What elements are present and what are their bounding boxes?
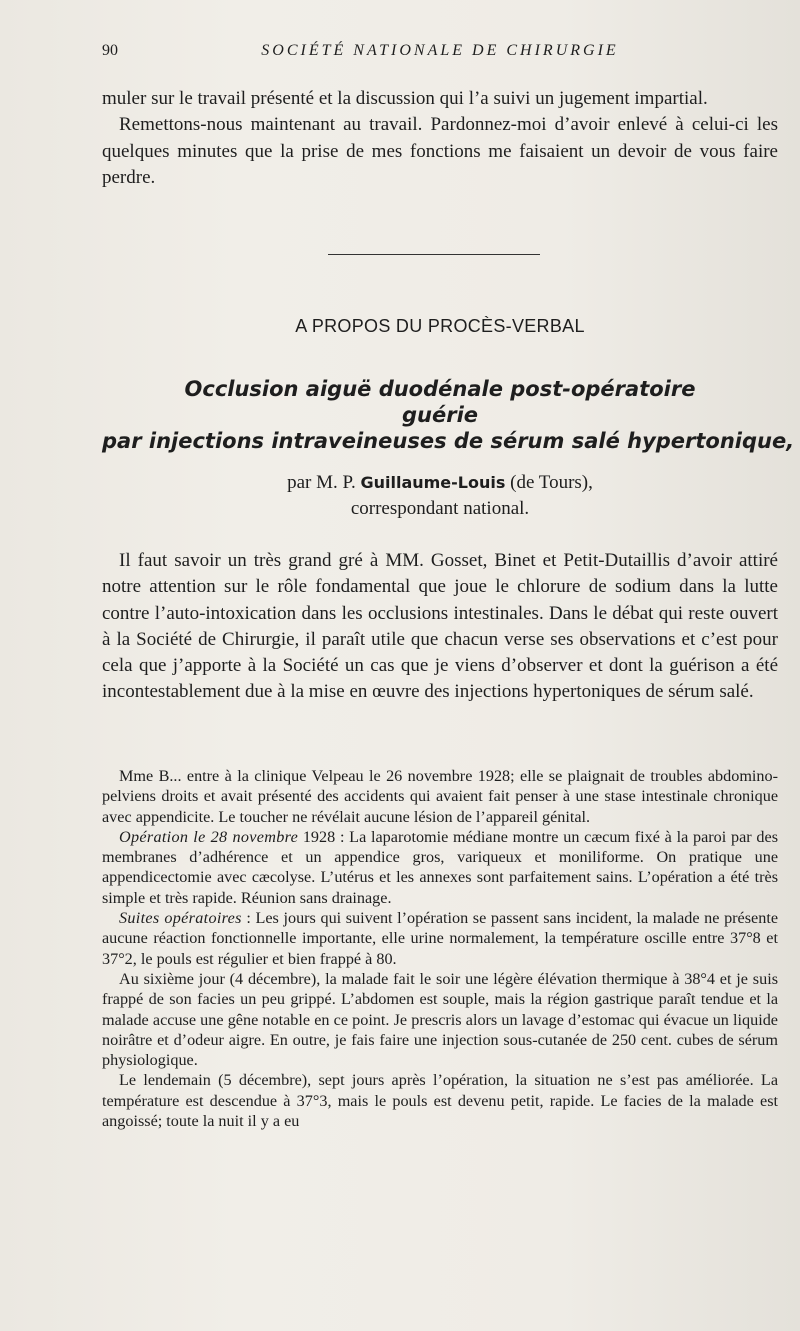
case-report	[102, 766, 778, 1131]
section-divider	[328, 254, 540, 255]
article-title-line-3: par injections intraveineuses de sérum salé hypertonique,	[102, 429, 795, 453]
intro-paragraph-2: Remettons-nous maintenant au travail. Pardonnez-moi d’avoir enlevé à celui-ci les quelques minutes que la prise de mes fonctions me faisaient un devoir de vous faire perdre.	[102, 114, 778, 188]
body-text	[102, 548, 778, 706]
intro-paragraph-1: muler sur le travail présenté et la discussion qui l’a suivi un jugement impartial.	[102, 88, 708, 109]
article-title	[102, 376, 795, 454]
article-title-line-1: Occlusion aiguë duodénale post-opératoire	[184, 377, 696, 401]
body-paragraph-1: Il faut savoir un très grand gré à MM. Gosset, Binet et Petit-Dutaillis d’avoir attiré notre attention sur le rôle fondamental que joue le chlorure de sodium dans la lutte contre l’auto-intoxication dans les occlusions intestinales. Dans le débat qui reste ouvert à la Société de Chirurgie, il paraît utile que chacun verse ses observations et c’est pour cela que j’apporte à la Société un cas que je viens d’observer et dont la guérison a été incontestablement due à la mise en œuvre des injections hypertoniques de sérum salé.	[102, 550, 778, 703]
case-paragraph-1: Mme B... entre à la clinique Velpeau le 26 novembre 1928; elle se plaignait de troubles abdomino-pelviens droits et avait présenté des accidents qui avaient fait penser à une stase intestinale chronique avec appendicite. Le toucher ne révélait aucune lésion de l’appareil génital.	[102, 767, 778, 826]
case-paragraph-sixth-day: Au sixième jour (4 décembre), la malade fait le soir une légère élévation thermique à 38°4 et je suis frappé de son facies un peu grippé. L’abdomen est souple, mais la région gastrique paraît tendue et la malade accuse une gêne notable en ce point. Je prescris alors un lavage d’estomac qui évacue un liquide noirâtre et d’odeur aigre. En outre, je fais faire une injection sous-cutanée de 250 cent. cubes de sérum physiologique.	[102, 969, 778, 1070]
running-title: SOCIÉTÉ NATIONALE DE CHIRURGIE	[261, 42, 619, 59]
section-heading: A PROPOS DU PROCÈS-VERBAL	[295, 316, 585, 336]
byline-affiliation: (de Tours),	[510, 472, 593, 493]
operation-lead: Opération le 28 novembre	[119, 827, 299, 846]
author-name: Guillaume-Louis	[360, 473, 506, 492]
byline	[102, 470, 778, 522]
byline-prefix: par M. P.	[287, 472, 356, 493]
case-patient-title: Mme	[119, 767, 154, 785]
byline-role: correspondant national.	[350, 498, 530, 519]
article-title-line-2: guérie	[401, 403, 479, 427]
page-header	[102, 42, 778, 66]
case-paragraph-operation: Opération le 28 novembre 1928 : La laparotomie médiane montre un cæcum fixé à la paroi par des membranes d’adhérence et un appendice gros, variqueux et moniliforme. On pratique une appendicectomie avec cæcolyse. L’utérus et les annexes sont parfaitement sains. L’opération a été très simple et très rapide. Réunion sans drainage.	[102, 827, 778, 907]
page-number: 90	[102, 42, 118, 59]
case-paragraph-suites: Suites opératoires : Les jours qui suivent l’opération se passent sans incident, la malade ne présente aucune réaction fonctionnelle importante, elle urine normalement, la température oscille entre 37°8 et 37°2, le pouls est régulier et bien frappé à 80.	[102, 909, 778, 968]
case-paragraph-next-day: Le lendemain (5 décembre), sept jours après l’opération, la situation ne s’est pas améliorée. La température est descendue à 37°3, mais le pouls est devenu petit, rapide. Le facies de la malade est angoissé; toute la nuit il y a eu	[102, 1071, 778, 1131]
suites-lead: Suites opératoires	[119, 909, 242, 928]
intro-text	[102, 86, 778, 191]
byline-author-line	[102, 470, 778, 496]
